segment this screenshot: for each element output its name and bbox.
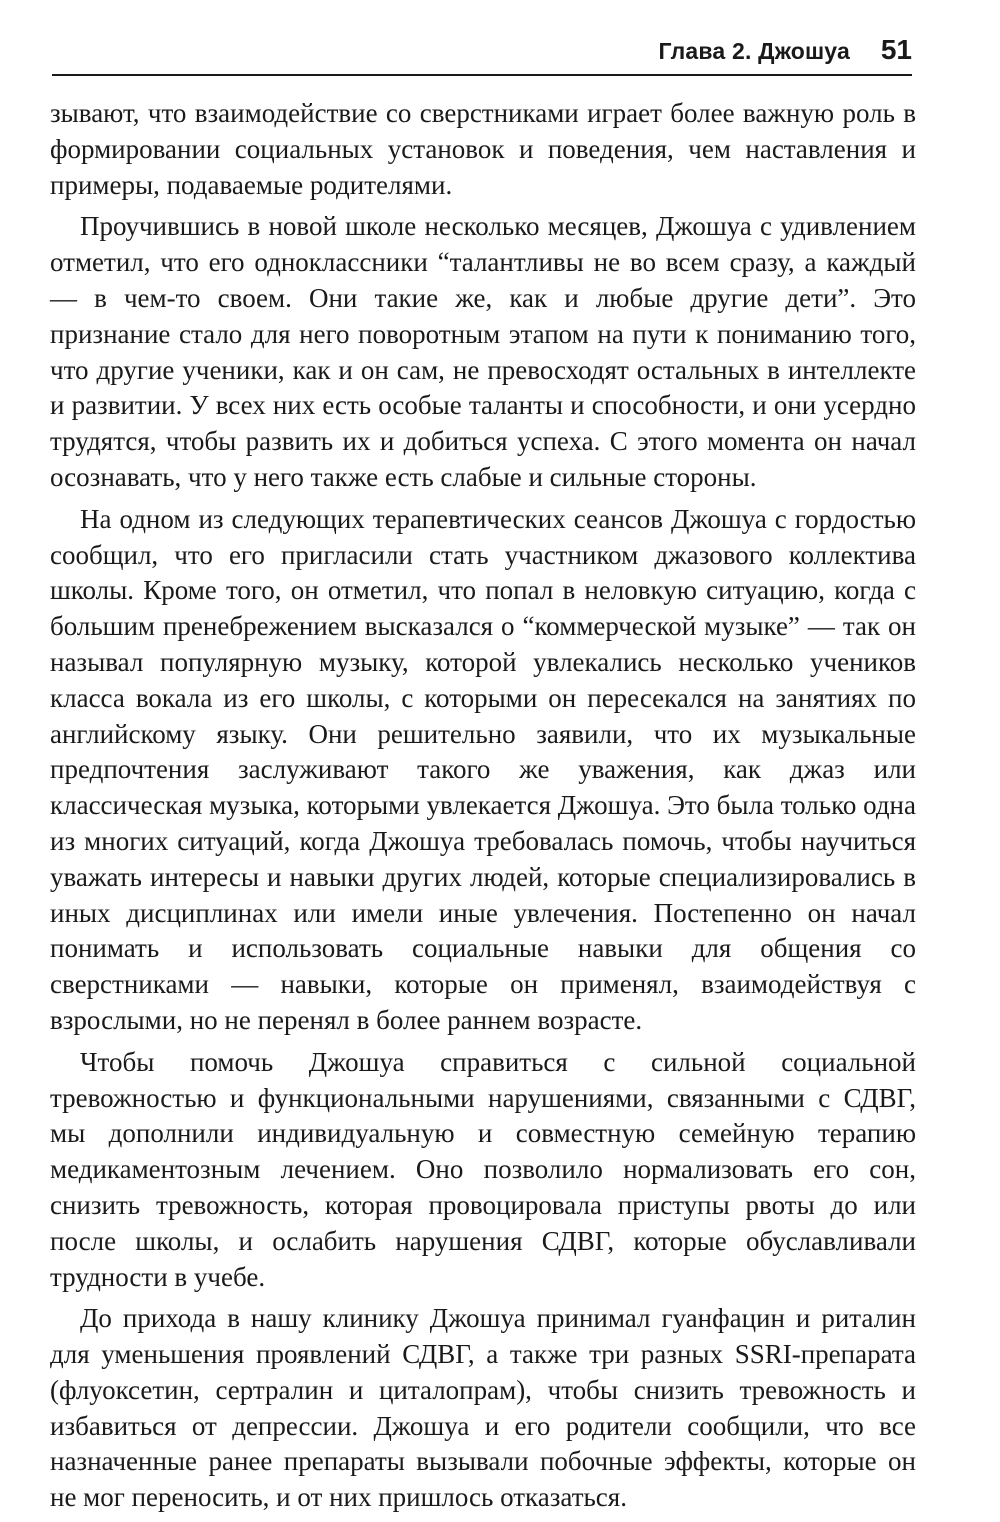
- paragraph: Проучившись в новой школе несколько месяцев, Джошуа с удивлением отметил, что его одноклассники “талантливы не во всем сразу, а каждый — в чем-то своем. Они такие же, как и любые другие дети”. Это признание стало для него поворотным этапом на пути к пониманию того, что другие ученики, как и он сам, не превосходят остальных в интеллекте и развитии. У всех них есть особые таланты и способности, и они усердно трудятся, чтобы развить их и добиться успеха. С этого момента он начал осознавать, что у него также есть слабые и сильные стороны.: [50, 211, 916, 492]
- chapter-title: Глава 2. Джошуа: [658, 38, 850, 64]
- paragraph: Чтобы помочь Джошуа справиться с сильной социальной тревожностью и функциональными нарушениями, связанными с СДВГ, мы дополнили индивидуальную и совместную семейную терапию медикаментозным лечением. Оно позволило нормализовать его сон, снизить тревожность, которая провоцировала приступы рвоты до или после школы, и ослабить нарушения СДВГ, которые обуславливали трудности в учебе.: [50, 1046, 916, 1292]
- page-number: 51: [880, 34, 912, 65]
- paragraph-continuation: зывают, что взаимодействие со сверстниками играет более важную роль в формировании социальных установок и поведения, чем наставления и примеры, подаваемые родителями.: [50, 98, 916, 200]
- running-header: [52, 30, 912, 76]
- paragraph: До прихода в нашу клинику Джошуа принимал гуанфацин и риталин для уменьшения проявлений СДВГ, а также три разных SSRI-препарата (флуоксетин, сертралин и циталопрам), чтобы снизить тревожность и избавиться от депрессии. Джошуа и его родители сообщили, что все назначенные ранее препараты вызывали побочные эффекты, которые он не мог переносить, и от них пришлось отказаться.: [50, 1303, 916, 1513]
- paragraph: На одном из следующих терапевтических сеансов Джошуа с гордостью сообщил, что его пригласили стать участником джазового коллектива школы. Кроме того, он отметил, что попал в неловкую ситуацию, когда с большим пренебрежением высказался о “коммерческой музыке” — так он называл популярную музыку, которой увлекались несколько учеников класса вокала из его школы, с которыми он пересекался на занятиях по английскому языку. Они решительно заявили, что их музыкальные предпочтения заслуживают такого же уважения, как джаз или классическая музыка, которыми увлекается Джошуа. Это была только одна из многих ситуаций, когда Джошуа требовалась помочь, чтобы научиться уважать интересы и навыки других людей, которые специализировались в иных дисциплинах или имели иные увлечения. Постепенно он начал понимать и использовать социальные навыки для общения со сверстниками — навыки, которые он применял, взаимодействуя с взрослыми, но не перенял в более раннем возрасте.: [50, 503, 916, 1035]
- body-text: [50, 96, 916, 1522]
